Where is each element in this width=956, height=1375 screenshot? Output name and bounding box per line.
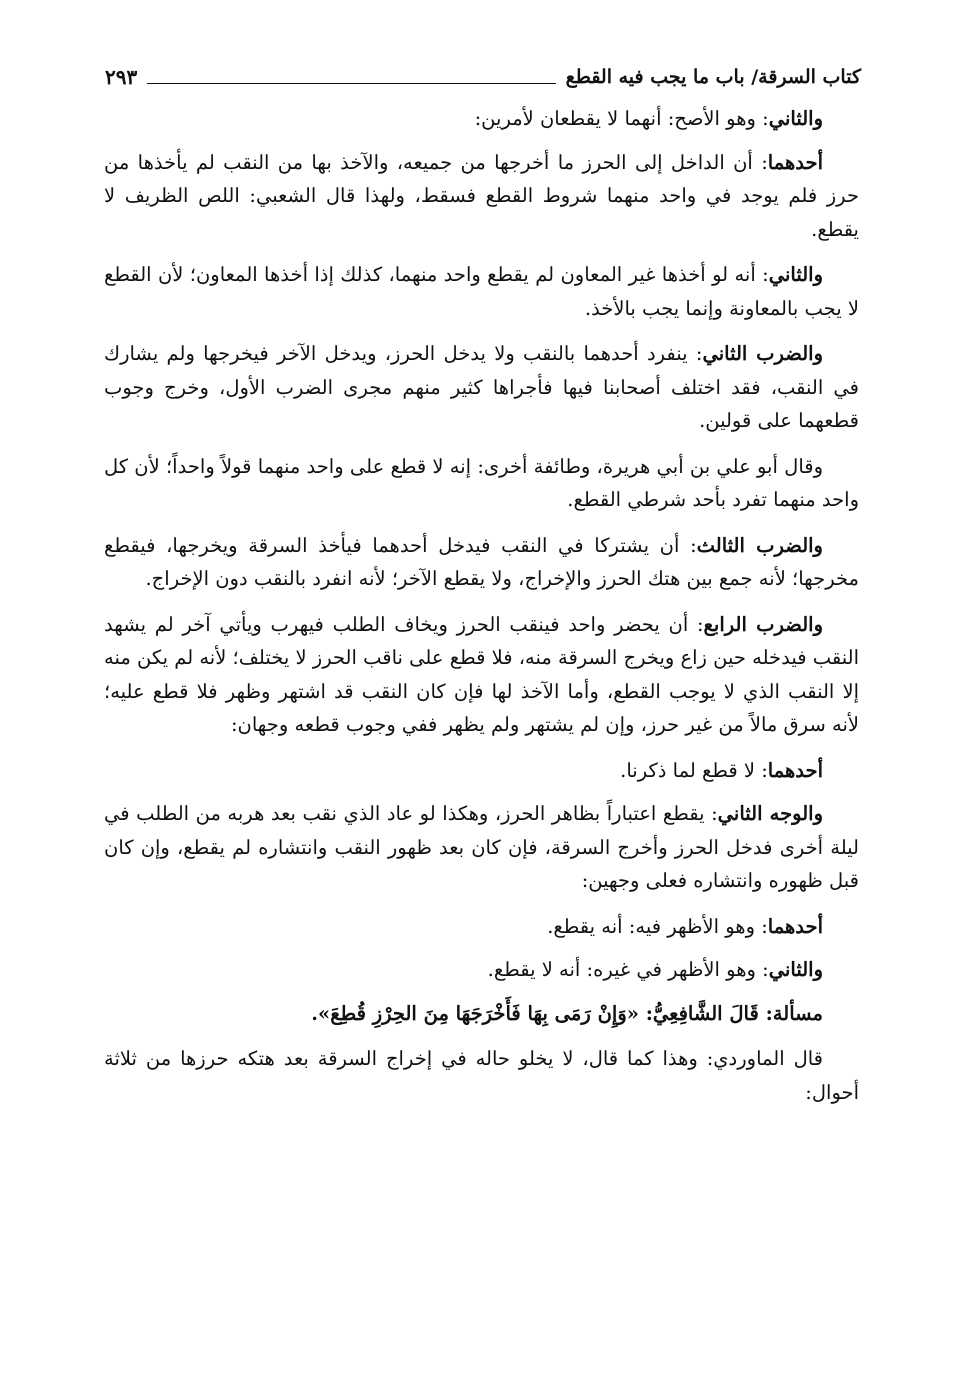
paragraph-lead: والضرب الثالث: [696, 533, 823, 557]
page-header: [105, 62, 861, 92]
paragraph-lead: والثاني: [768, 107, 823, 130]
paragraph: [104, 102, 859, 136]
paragraph-text: : وهو الأصح: أنهما لا يقطعان لأمرين:: [474, 107, 769, 130]
running-title: كتاب السرقة/ باب ما يجب فيه القطع: [565, 66, 861, 88]
paragraph: [104, 910, 859, 944]
paragraph-text: وقال أبو علي بن أبي هريرة، وطائفة أخرى: إنه لا قطع على واحد منهما قولاً واحداً؛ لأن كل واحد منهما تفرد بأحد شرطي القطع.: [104, 454, 859, 511]
paragraph-text: : أنه لو أخذها غير المعاون لم يقطع واحد منهما، كذلك إذا أخذها المعاون؛ لأن القطع لا يجب بالمعاونة وإنما يجب بالأخذ.: [104, 263, 859, 320]
paragraph-text: قال الماوردي: وهذا كما قال، لا يخلو حاله في إخراج السرقة بعد هتكه حرزها من ثلاثة أحوال:: [104, 1047, 859, 1104]
paragraph: [104, 258, 859, 325]
paragraph-text: : وهو الأظهر في غيره: أنه لا يقطع.: [487, 958, 769, 981]
paragraph-lead: مسألة: قَالَ الشَّافِعِيُّ: [652, 1001, 823, 1025]
paragraph-text: : يقطع اعتباراً بظاهر الحرز، وهكذا لو عاد الذي نقب بعد هربه من الطلب في ليلة أخرى فدخل الحرز وأخرج السرقة، فإن كان بعد ظهور النقب وانتشاره لم يقطع، وإن كان قبل ظهوره وانتشاره فعلى وجهين:: [104, 802, 859, 892]
header-rule: [147, 83, 555, 84]
paragraph: [104, 450, 859, 517]
paragraph: [104, 529, 859, 596]
paragraph-lead: والثاني: [768, 263, 823, 286]
page-number: ٢٩٣: [105, 65, 138, 89]
paragraph-lead: أحدهما: [767, 758, 823, 782]
paragraph-lead: والضرب الرابع: [703, 612, 823, 636]
paragraph: [104, 337, 859, 438]
paragraph: [104, 754, 859, 788]
paragraph-lead: والضرب الثاني: [702, 342, 823, 365]
paragraph: [104, 797, 859, 898]
paragraph-text: : أن الداخل إلى الحرز ما أخرجها من جميعه، والآخذ بها من النقب لم يأخذها من حرز فلم يوجد في واحد منهما شروط القطع فسقط، ولهذا قال الشعبي: اللص الظريف لا يقطع.: [104, 150, 859, 241]
paragraph-lead: والثاني: [768, 958, 823, 981]
paragraph-text: : ينفرد أحدهما بالنقب ولا يدخل الحرز، ويدخل الآخر فيخرجها ولم يشارك في النقب، فقد اختلف أصحابنا فيها فأجراها كثير منهم مجرى الضرب الأول، وخرج وجوب قطعهما على قولين.: [104, 342, 859, 432]
paragraph-text: : «وَإِنْ رَمَى بِهَا فَأَخْرَجَهَا مِنَ الحِرْزِ قُطِعَ».: [311, 1001, 653, 1025]
paragraph: [104, 1042, 859, 1109]
paragraph-lead: أحدهما: [767, 150, 823, 174]
paragraph-lead: أحدهما: [767, 914, 823, 938]
paragraph: [104, 146, 859, 247]
paragraph-text: : وهو الأظهر فيه: أنه يقطع.: [547, 914, 768, 938]
paragraph-text: : أن يحضر واحد فينقب الحرز ويخاف الطلب فيهرب ويأتي آخر لم يشهد النقب فيدخله حين زاع ويخرج السرقة منه، فلا قطع على ناقب الحرز لا يختلف؛ لأنه لم يكن منه إلا النقب الذي لا يوجب القطع، وأما الآخذ لها فإن كان النقب قد اشتهر وظهر فلا قطع عليه؛ لأنه سرق مالاً من غير حرز، وإن لم يشتهر ولم يظهر ففي وجوب قطعه وجهان:: [104, 612, 859, 736]
paragraph-text: : أن يشتركا في النقب فيدخل أحدهما فيأخذ السرقة ويخرجها، فيقطع مخرجها؛ لأنه جمع بين هتك الحرز والإخراج، ولا يقطع الآخر؛ لأنه انفرد بالنقب دون الإخراج.: [104, 533, 859, 590]
paragraph: [104, 953, 859, 987]
paragraph: [104, 608, 859, 742]
paragraph-text: : لا قطع لما ذكرنا.: [620, 758, 768, 782]
paragraph-lead: والوجه الثاني: [717, 802, 824, 825]
page-body: [104, 102, 859, 1121]
paragraph: [104, 997, 859, 1031]
